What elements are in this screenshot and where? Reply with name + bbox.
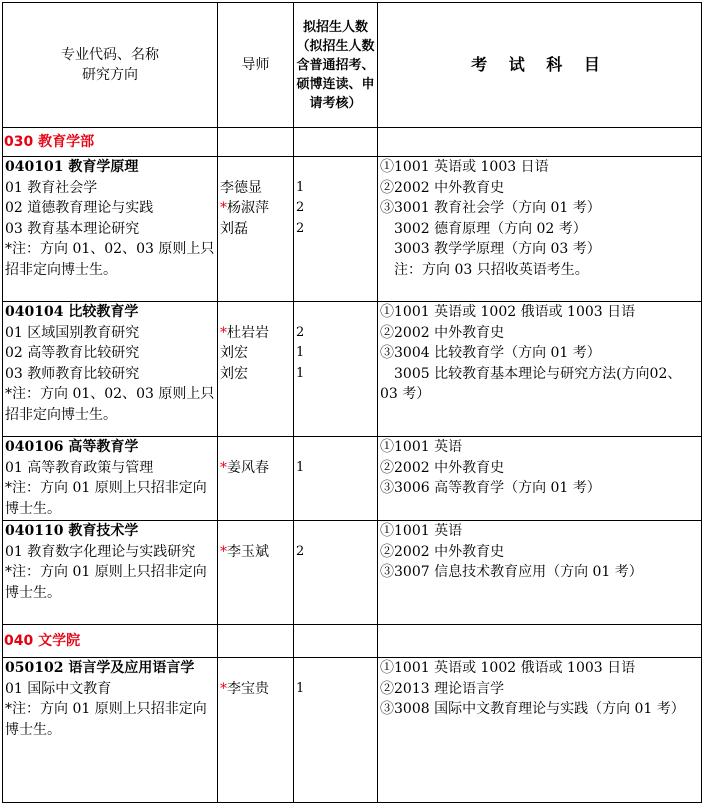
program-code: 040104 比较教育学: [5, 304, 139, 320]
direction-name: 01 国际中文教育: [5, 680, 112, 697]
star-mark: *: [220, 543, 227, 560]
tutor-name: *杜岩岩: [220, 324, 269, 341]
program-note: *注：方向 01、02、03 原则上只招非定向博士生。: [5, 241, 215, 278]
program-code: 040106 高等教育学: [5, 439, 139, 455]
direction-name: 03 教育基本理论研究: [5, 220, 140, 237]
header-major-line2: 研究方向: [82, 67, 138, 83]
subject-line: ②2002 中外教育史: [380, 179, 505, 196]
subjects-cell: [378, 658, 702, 803]
quota-value: 1: [296, 459, 305, 475]
subject-line: ②2002 中外教育史: [380, 459, 505, 476]
subject-line: 03 考）: [380, 386, 431, 402]
quota-value: 2: [296, 543, 305, 559]
tutor-name: 刘磊: [220, 220, 248, 237]
department-name: 030 教育学部: [3, 128, 218, 157]
program-row: [3, 658, 702, 803]
tutor-spacer: [220, 302, 291, 323]
program-info-cell: [3, 437, 218, 521]
star-mark: *: [220, 200, 227, 216]
quota-value: 2: [296, 324, 305, 340]
table-header-row: [3, 3, 702, 128]
header-quota: 拟招生人数（拟招生人数含普通招考、硕博连读、申请考核）: [294, 3, 378, 128]
department-empty-cell: [378, 128, 702, 157]
enrollment-table: [2, 2, 702, 803]
subject-line: 3005 比较教育基本理论与研究方法(方向02、: [394, 365, 682, 382]
quota-cell: [294, 658, 378, 803]
tutor-cell: [218, 437, 294, 521]
subject-line: ①1001 英语或 1002 俄语或 1003 日语: [380, 304, 636, 320]
department-row: [3, 625, 702, 658]
program-row: [3, 437, 702, 521]
program-info-cell: [3, 658, 218, 803]
subject-line: ①1001 英语或 1002 俄语或 1003 日语: [380, 660, 636, 676]
direction-name: 01 教育社会学: [5, 179, 98, 196]
subject-line: 3002 德育原理（方向 02 考）: [394, 220, 587, 237]
subject-line: ①1001 英语: [380, 439, 463, 455]
department-row: [3, 128, 702, 157]
program-code: 040101 教育学原理: [5, 159, 139, 175]
direction-name: 02 高等教育比较研究: [5, 345, 140, 361]
tutor-name: 刘宏: [220, 345, 248, 361]
quota-spacer: [296, 521, 375, 542]
quota-value: 2: [296, 220, 305, 236]
quota-cell: [294, 437, 378, 521]
tutor-name: *姜风春: [220, 459, 269, 476]
subject-line: ③3008 国际中文教育理论与实践（方向 01 考）: [380, 701, 685, 717]
department-empty-cell: [378, 625, 702, 658]
subject-line: ③3004 比较教育学（方向 01 考）: [380, 345, 601, 361]
subject-line: 注：方向 03 只招收英语考生。: [394, 261, 589, 278]
subject-line: ③3007 信息技术教育应用（方向 01 考）: [380, 564, 643, 580]
tutor-spacer: [220, 658, 291, 679]
quota-cell: [294, 302, 378, 437]
star-mark: *: [220, 680, 227, 697]
tutor-name: *李玉斌: [220, 543, 269, 560]
header-tutor: 导师: [218, 3, 294, 128]
quota-value: 1: [296, 365, 305, 381]
subject-line: 3003 教学学原理（方向 03 考）: [394, 241, 601, 257]
subject-line: ②2002 中外教育史: [380, 324, 505, 341]
direction-name: 01 高等教育政策与管理: [5, 459, 154, 476]
subject-line: ②2013 理论语言学: [380, 680, 505, 697]
subject-line: ③3006 高等教育学（方向 01 考）: [380, 480, 601, 496]
program-info-cell: [3, 157, 218, 302]
quota-value: 1: [296, 179, 305, 195]
subject-line: ②2002 中外教育史: [380, 543, 505, 560]
quota-cell: [294, 157, 378, 302]
quota-value: 1: [296, 345, 305, 360]
star-mark: *: [220, 324, 227, 341]
quota-spacer: [296, 658, 375, 679]
program-note: *注：方向 01、02、03 原则上只招非定向博士生。: [5, 386, 215, 423]
subject-line: ①1001 英语: [380, 523, 463, 539]
program-row: [3, 157, 702, 302]
department-name: 040 文学院: [3, 625, 218, 658]
header-major: [3, 3, 218, 128]
table-body: [3, 128, 702, 803]
quota-spacer: [296, 157, 375, 178]
header-subjects: 考 试 科 目: [378, 3, 702, 128]
quota-value: 1: [296, 680, 305, 696]
quota-cell: [294, 521, 378, 625]
tutor-spacer: [220, 437, 291, 458]
subjects-cell: [378, 521, 702, 625]
subjects-cell: [378, 302, 702, 437]
tutor-cell: [218, 302, 294, 437]
department-empty-cell: [218, 128, 294, 157]
quota-spacer: [296, 437, 375, 458]
direction-name: 01 教育数字化理论与实践研究: [5, 543, 196, 560]
program-note: *注：方向 01 原则上只招非定向博士生。: [5, 701, 207, 738]
quota-spacer: [296, 302, 375, 323]
program-info-cell: [3, 521, 218, 625]
header-major-line1: 专业代码、名称: [61, 46, 159, 63]
subject-line: ③3001 教育社会学（方向 01 考）: [380, 200, 601, 216]
tutor-name: *杨淑萍: [220, 200, 269, 216]
tutor-cell: [218, 658, 294, 803]
star-mark: *: [220, 459, 227, 476]
tutor-spacer: [220, 157, 291, 178]
subjects-cell: [378, 437, 702, 521]
program-row: [3, 521, 702, 625]
program-code: 040110 教育技术学: [5, 523, 139, 539]
department-empty-cell: [294, 128, 378, 157]
program-note: *注：方向 01 原则上只招非定向博士生。: [5, 480, 207, 517]
quota-value: 2: [296, 200, 305, 215]
program-code: 050102 语言学及应用语言学: [5, 660, 195, 676]
tutor-spacer: [220, 521, 291, 542]
department-empty-cell: [218, 625, 294, 658]
direction-name: 02 道德教育理论与实践: [5, 200, 154, 216]
department-empty-cell: [294, 625, 378, 658]
direction-name: 01 区域国别教育研究: [5, 324, 140, 341]
tutor-name: 刘宏: [220, 365, 248, 382]
tutor-name: 李德显: [220, 179, 262, 196]
tutor-cell: [218, 521, 294, 625]
subjects-cell: [378, 157, 702, 302]
program-row: [3, 302, 702, 437]
tutor-name: *李宝贵: [220, 680, 269, 697]
subject-line: ①1001 英语或 1003 日语: [380, 159, 549, 175]
tutor-cell: [218, 157, 294, 302]
program-note: *注：方向 01 原则上只招非定向博士生。: [5, 564, 207, 601]
program-info-cell: [3, 302, 218, 437]
direction-name: 03 教师教育比较研究: [5, 365, 140, 382]
